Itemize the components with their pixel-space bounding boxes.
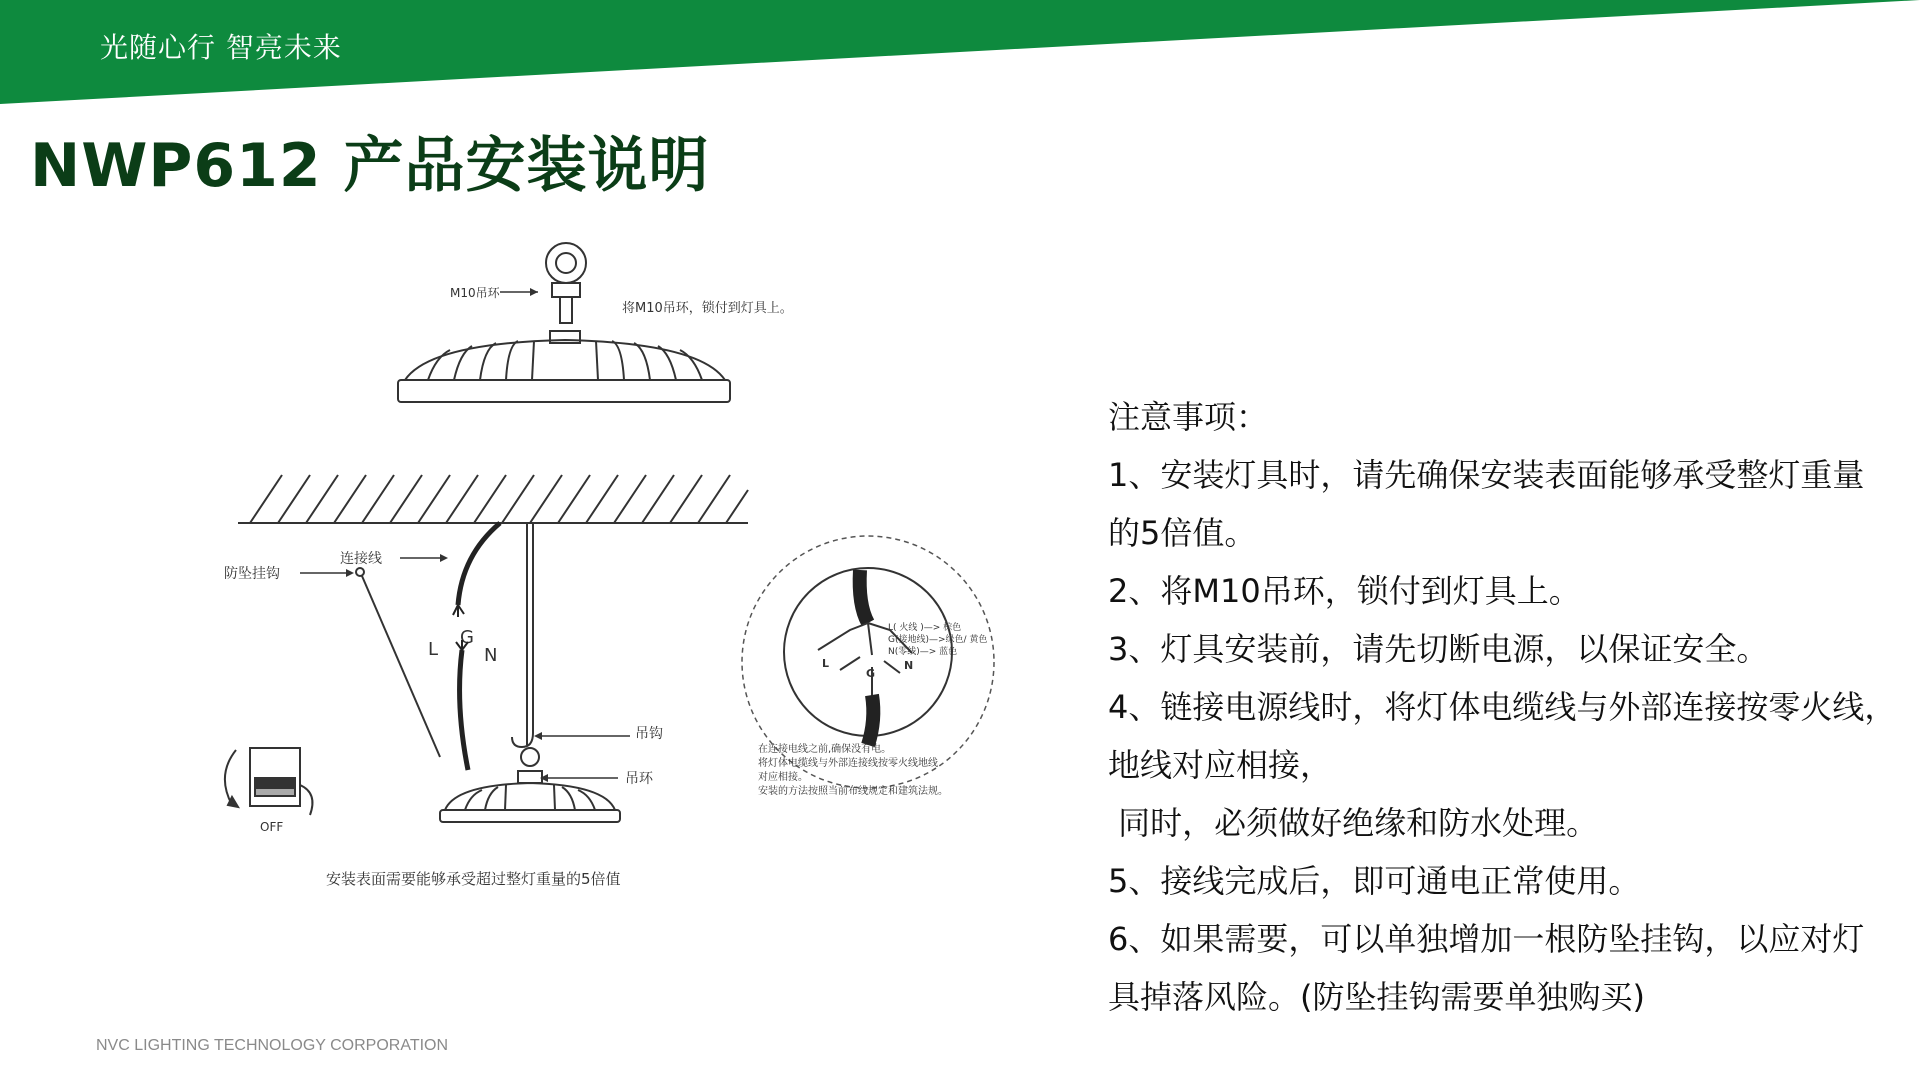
- hanging-ring-label: 吊环: [625, 771, 653, 787]
- detail-note-4: 安装的方法按照当前布线规定和建筑法规。: [758, 786, 948, 797]
- safety-hook-label: 防坠挂钩: [224, 566, 280, 582]
- note-line: 地线对应相接，: [1108, 746, 1333, 784]
- ring-instruction-label: 将M10吊环，锁付到灯具上。: [622, 301, 793, 316]
- note-line: 3、灯具安装前，请先切断电源，以保证安全。: [1108, 630, 1769, 668]
- detail-note-1: 在连接电线之前,确保没有电。: [758, 744, 892, 755]
- notes-heading: 注意事项：: [1108, 398, 1269, 436]
- detail-letter-n: N: [904, 659, 914, 672]
- detail-note-3: 对应相接。: [758, 772, 808, 783]
- note-line: 的5倍值。: [1108, 514, 1257, 552]
- cable-label: 连接线: [340, 551, 382, 567]
- switch-off-label: OFF: [260, 820, 284, 834]
- note-line: 1、安装灯具时，请先确保安装表面能够承受整灯重量: [1108, 456, 1865, 494]
- letter-g: G: [460, 627, 474, 648]
- lamp-top-illustration: [398, 331, 730, 402]
- note-line: 5、接线完成后，即可通电正常使用。: [1108, 862, 1641, 900]
- letter-n: N: [484, 645, 498, 666]
- detail-letter-g: G: [866, 667, 876, 680]
- m10-ring-illustration: [546, 243, 586, 323]
- wire-g-label: G(接地线)—>绿色/ 黄色: [888, 635, 988, 645]
- note-line: 具掉落风险。(防坠挂钩需要单独购买): [1108, 978, 1645, 1016]
- notes-panel: [1108, 388, 1898, 1026]
- installation-diagram: [200, 225, 1060, 900]
- note-line: 6、如果需要，可以单独增加一根防坠挂钩，以应对灯: [1108, 920, 1865, 958]
- letter-l: L: [428, 639, 439, 660]
- ceiling-illustration: [238, 475, 748, 523]
- wire-bundle-illustration: [818, 570, 912, 745]
- m10-ring-label: M10吊环: [450, 286, 500, 300]
- detail-letter-l: L: [822, 657, 830, 670]
- note-line: 4、链接电源线时，将灯体电缆线与外部连接按零火线，: [1108, 688, 1897, 726]
- power-switch-icon: [225, 748, 313, 815]
- footer-company: NVC LIGHTING TECHNOLOGY CORPORATION: [96, 1037, 449, 1054]
- page-title: NWP612 产品安装说明: [30, 131, 710, 201]
- header-slogan: 光随心行 智亮未来: [100, 31, 342, 64]
- note-line: 同时，必须做好绝缘和防水处理。: [1108, 804, 1599, 842]
- wire-l-label: L( 火线 )—> 棕色: [888, 623, 962, 633]
- wire-n-label: N(零线)—> 蓝色: [888, 647, 958, 657]
- surface-note-label: 安装表面需要能够承受超过整灯重量的5倍值: [326, 870, 621, 888]
- detail-note-2: 将灯体电缆线与外部连接线按零火线地线: [758, 758, 938, 769]
- note-line: 2、将M10吊环，锁付到灯具上。: [1108, 572, 1581, 610]
- hanging-hook-label: 吊钩: [635, 726, 663, 742]
